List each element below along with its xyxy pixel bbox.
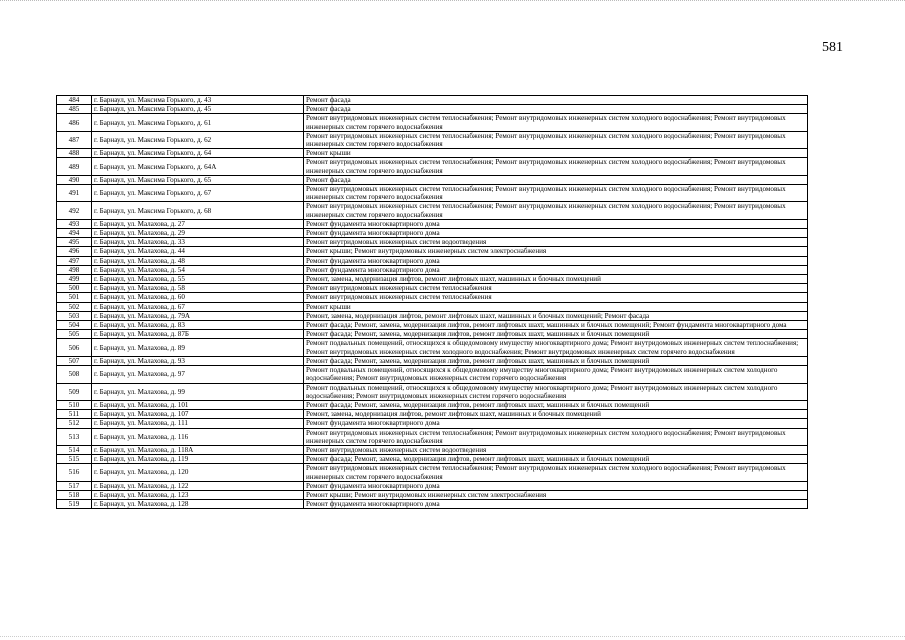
row-address: г. Барнаул, ул. Максима Горького, д. 68: [92, 202, 304, 219]
row-address: г. Барнаул, ул. Малахова, д. 27: [92, 219, 304, 228]
table-row: [57, 158, 808, 175]
row-address: г. Барнаул, ул. Малахова, д. 120: [92, 464, 304, 481]
row-number: 484: [57, 96, 92, 105]
row-address: г. Барнаул, ул. Малахова, д. 123: [92, 490, 304, 499]
table-row: [57, 96, 808, 105]
row-work-type: Ремонт внутридомовых инженерных систем теплоснабжения; Ремонт внутридомовых инженерных систем холодного водоснабжения; Ремонт внутридомовых инженерных систем горячего водоснабжения: [304, 428, 808, 445]
row-number: 513: [57, 428, 92, 445]
row-address: г. Барнаул, ул. Малахова, д. 33: [92, 238, 304, 247]
table-row: [57, 284, 808, 293]
row-number: 491: [57, 185, 92, 202]
row-work-type: Ремонт фасада: [304, 105, 808, 114]
row-address: г. Барнаул, ул. Максима Горького, д. 43: [92, 96, 304, 105]
row-address: г. Барнаул, ул. Малахова, д. 60: [92, 293, 304, 302]
page-number: 581: [822, 40, 843, 55]
repair-registry-table: [56, 95, 808, 509]
row-number: 490: [57, 175, 92, 184]
row-number: 505: [57, 330, 92, 339]
row-address: г. Барнаул, ул. Малахова, д. 116: [92, 428, 304, 445]
table-row: [57, 185, 808, 202]
row-address: г. Барнаул, ул. Малахова, д. 83: [92, 321, 304, 330]
row-number: 517: [57, 481, 92, 490]
row-work-type: Ремонт фасада; Ремонт, замена, модернизация лифтов, ремонт лифтовых шахт, машинных и блочных помещений: [304, 400, 808, 409]
row-address: г. Барнаул, ул. Малахова, д. 29: [92, 229, 304, 238]
row-work-type: Ремонт фасада: [304, 175, 808, 184]
row-address: г. Барнаул, ул. Максима Горького, д. 62: [92, 131, 304, 148]
row-work-type: Ремонт внутридомовых инженерных систем теплоснабжения; Ремонт внутридомовых инженерных систем холодного водоснабжения; Ремонт внутридомовых инженерных систем горячего водоснабжения: [304, 185, 808, 202]
row-number: 494: [57, 229, 92, 238]
row-number: 516: [57, 464, 92, 481]
row-number: 488: [57, 149, 92, 158]
row-work-type: Ремонт, замена, модернизация лифтов, ремонт лифтовых шахт, машинных и блочных помещений: [304, 410, 808, 419]
table-row: [57, 114, 808, 131]
row-number: 498: [57, 265, 92, 274]
table-row: [57, 219, 808, 228]
table-row: [57, 455, 808, 464]
row-number: 501: [57, 293, 92, 302]
table-row: [57, 229, 808, 238]
table-row: [57, 490, 808, 499]
row-address: г. Барнаул, ул. Малахова, д. 97: [92, 366, 304, 383]
row-work-type: Ремонт фасада; Ремонт, замена, модернизация лифтов, ремонт лифтовых шахт, машинных и блочных помещений: [304, 455, 808, 464]
row-address: г. Барнаул, ул. Малахова, д. 89: [92, 339, 304, 356]
row-number: 504: [57, 321, 92, 330]
table-row: [57, 356, 808, 365]
table-row: [57, 247, 808, 256]
row-number: 512: [57, 419, 92, 428]
row-number: 509: [57, 383, 92, 400]
row-address: г. Барнаул, ул. Малахова, д. 79А: [92, 311, 304, 320]
row-address: г. Барнаул, ул. Малахова, д. 48: [92, 256, 304, 265]
table-row: [57, 330, 808, 339]
row-number: 500: [57, 284, 92, 293]
row-number: 503: [57, 311, 92, 320]
row-work-type: Ремонт фундамента многоквартирного дома: [304, 256, 808, 265]
row-address: г. Барнаул, ул. Максима Горького, д. 61: [92, 114, 304, 131]
row-address: г. Барнаул, ул. Малахова, д. 111: [92, 419, 304, 428]
row-work-type: Ремонт крыши: [304, 149, 808, 158]
row-work-type: Ремонт подвальных помещений, относящихся к общедомовому имуществу многоквартирного дома; Ремонт внутридомовых инженерных систем холодного водоснабжения; Ремонт внутридомовых инженерных систем горячего водоснабжения: [304, 383, 808, 400]
row-work-type: Ремонт крыши; Ремонт внутридомовых инженерных систем электроснабжения: [304, 490, 808, 499]
row-number: 493: [57, 219, 92, 228]
row-address: г. Барнаул, ул. Малахова, д. 44: [92, 247, 304, 256]
row-work-type: Ремонт внутридомовых инженерных систем теплоснабжения: [304, 293, 808, 302]
table-row: [57, 464, 808, 481]
row-number: 492: [57, 202, 92, 219]
table-row: [57, 366, 808, 383]
row-address: г. Барнаул, ул. Максима Горького, д. 65: [92, 175, 304, 184]
row-work-type: Ремонт фундамента многоквартирного дома: [304, 219, 808, 228]
table-row: [57, 265, 808, 274]
row-address: г. Барнаул, ул. Малахова, д. 101: [92, 400, 304, 409]
table-row: [57, 339, 808, 356]
table-row: [57, 311, 808, 320]
table-row: [57, 419, 808, 428]
row-number: 486: [57, 114, 92, 131]
row-number: 514: [57, 445, 92, 454]
row-work-type: Ремонт фундамента многоквартирного дома: [304, 500, 808, 509]
row-address: г. Барнаул, ул. Максима Горького, д. 67: [92, 185, 304, 202]
table-row: [57, 445, 808, 454]
scan-edge-bottom: [0, 636, 905, 639]
row-work-type: Ремонт внутридомовых инженерных систем теплоснабжения; Ремонт внутридомовых инженерных систем холодного водоснабжения; Ремонт внутридомовых инженерных систем горячего водоснабжения: [304, 131, 808, 148]
row-work-type: Ремонт внутридомовых инженерных систем теплоснабжения: [304, 284, 808, 293]
row-address: г. Барнаул, ул. Максима Горького, д. 64: [92, 149, 304, 158]
row-work-type: Ремонт внутридомовых инженерных систем теплоснабжения; Ремонт внутридомовых инженерных систем холодного водоснабжения; Ремонт внутридомовых инженерных систем горячего водоснабжения: [304, 158, 808, 175]
row-address: г. Барнаул, ул. Малахова, д. 128: [92, 500, 304, 509]
row-address: г. Барнаул, ул. Малахова, д. 87Б: [92, 330, 304, 339]
row-number: 506: [57, 339, 92, 356]
row-number: 507: [57, 356, 92, 365]
row-number: 487: [57, 131, 92, 148]
row-number: 518: [57, 490, 92, 499]
row-work-type: Ремонт внутридомовых инженерных систем теплоснабжения; Ремонт внутридомовых инженерных систем холодного водоснабжения; Ремонт внутридомовых инженерных систем горячего водоснабжения: [304, 114, 808, 131]
table-row: [57, 383, 808, 400]
table-row: [57, 175, 808, 184]
row-work-type: Ремонт внутридомовых инженерных систем водоотведения: [304, 238, 808, 247]
row-address: г. Барнаул, ул. Малахова, д. 93: [92, 356, 304, 365]
row-number: 508: [57, 366, 92, 383]
row-number: 499: [57, 275, 92, 284]
row-work-type: Ремонт фасада; Ремонт, замена, модернизация лифтов, ремонт лифтовых шахт, машинных и блочных помещений: [304, 356, 808, 365]
row-number: 511: [57, 410, 92, 419]
row-work-type: Ремонт внутридомовых инженерных систем теплоснабжения; Ремонт внутридомовых инженерных систем холодного водоснабжения; Ремонт внутридомовых инженерных систем горячего водоснабжения: [304, 464, 808, 481]
row-address: г. Барнаул, ул. Малахова, д. 54: [92, 265, 304, 274]
row-work-type: Ремонт фундамента многоквартирного дома: [304, 265, 808, 274]
table-row: [57, 481, 808, 490]
row-number: 510: [57, 400, 92, 409]
row-number: 489: [57, 158, 92, 175]
row-work-type: Ремонт крыши: [304, 302, 808, 311]
table-row: [57, 302, 808, 311]
row-work-type: Ремонт фасада; Ремонт, замена, модернизация лифтов, ремонт лифтовых шахт, машинных и блочных помещений: [304, 330, 808, 339]
row-address: г. Барнаул, ул. Малахова, д. 55: [92, 275, 304, 284]
row-work-type: Ремонт внутридомовых инженерных систем водоотведения: [304, 445, 808, 454]
table-row: [57, 105, 808, 114]
row-number: 519: [57, 500, 92, 509]
row-work-type: Ремонт, замена, модернизация лифтов, ремонт лифтовых шахт, машинных и блочных помещений; Ремонт фасада: [304, 311, 808, 320]
row-address: г. Барнаул, ул. Малахова, д. 58: [92, 284, 304, 293]
table-body: [57, 96, 808, 509]
row-number: 515: [57, 455, 92, 464]
table-row: [57, 202, 808, 219]
row-work-type: Ремонт подвальных помещений, относящихся к общедомовому имуществу многоквартирного дома; Ремонт внутридомовых инженерных систем холодного водоснабжения; Ремонт внутридомовых инженерных систем горячего водоснабжения: [304, 366, 808, 383]
row-address: г. Барнаул, ул. Максима Горького, д. 64А: [92, 158, 304, 175]
row-work-type: Ремонт крыши; Ремонт внутридомовых инженерных систем электроснабжения: [304, 247, 808, 256]
row-number: 485: [57, 105, 92, 114]
row-work-type: Ремонт фасада: [304, 96, 808, 105]
table-row: [57, 321, 808, 330]
row-work-type: Ремонт фундамента многоквартирного дома: [304, 481, 808, 490]
table-row: [57, 149, 808, 158]
row-address: г. Барнаул, ул. Малахова, д. 122: [92, 481, 304, 490]
row-work-type: Ремонт фасада; Ремонт, замена, модернизация лифтов, ремонт лифтовых шахт, машинных и блочных помещений; Ремонт фундамента многоквартирного дома: [304, 321, 808, 330]
table-row: [57, 400, 808, 409]
row-address: г. Барнаул, ул. Малахова, д. 119: [92, 455, 304, 464]
table-row: [57, 293, 808, 302]
row-address: г. Барнаул, ул. Малахова, д. 107: [92, 410, 304, 419]
table-row: [57, 256, 808, 265]
table-row: [57, 410, 808, 419]
row-number: 496: [57, 247, 92, 256]
row-address: г. Барнаул, ул. Максима Горького, д. 45: [92, 105, 304, 114]
row-number: 495: [57, 238, 92, 247]
row-work-type: Ремонт фундамента многоквартирного дома: [304, 229, 808, 238]
row-address: г. Барнаул, ул. Малахова, д. 99: [92, 383, 304, 400]
row-work-type: Ремонт внутридомовых инженерных систем теплоснабжения; Ремонт внутридомовых инженерных систем холодного водоснабжения; Ремонт внутридомовых инженерных систем горячего водоснабжения: [304, 202, 808, 219]
table-row: [57, 275, 808, 284]
row-work-type: Ремонт, замена, модернизация лифтов, ремонт лифтовых шахт, машинных и блочных помещений: [304, 275, 808, 284]
table-row: [57, 428, 808, 445]
row-address: г. Барнаул, ул. Малахова, д. 118А: [92, 445, 304, 454]
table-row: [57, 131, 808, 148]
row-work-type: Ремонт подвальных помещений, относящихся к общедомовому имуществу многоквартирного дома; Ремонт внутридомовых инженерных систем теплоснабжения; Ремонт внутридомовых инженерных систем холодного водоснабжения; Ремонт внутридомовых инженерных систем горячего водоснабжения: [304, 339, 808, 356]
row-number: 497: [57, 256, 92, 265]
row-work-type: Ремонт фундамента многоквартирного дома: [304, 419, 808, 428]
table-row: [57, 500, 808, 509]
table-row: [57, 238, 808, 247]
row-number: 502: [57, 302, 92, 311]
row-address: г. Барнаул, ул. Малахова, д. 67: [92, 302, 304, 311]
scan-edge-top: [0, 0, 905, 3]
